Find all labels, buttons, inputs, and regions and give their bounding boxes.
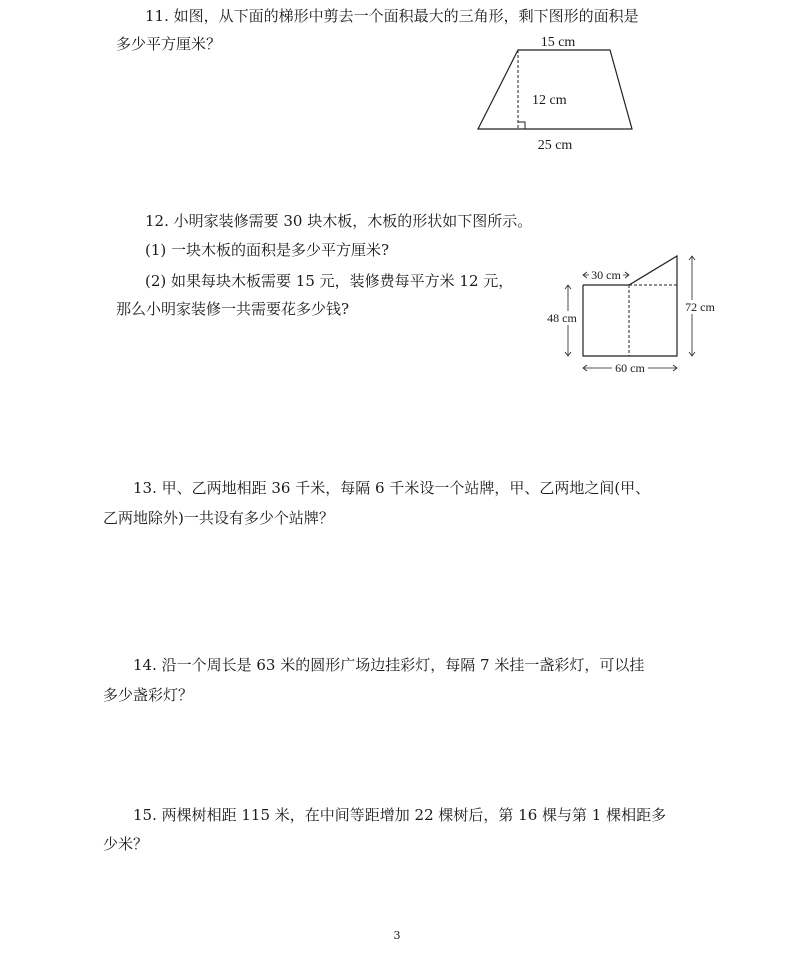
- q12-text-line4: 那么小明家装修一共需要花多少钱?: [116, 300, 350, 318]
- trapezoid-shape: [478, 50, 632, 129]
- q11-text-line1: 11. 如图，从下面的梯形中剪去一个面积最大的三角形，剩下图形的面积是: [145, 7, 639, 25]
- q12-text-line1: 12. 小明家装修需要 30 块木板，木板的形状如下图所示。: [145, 212, 533, 230]
- q13-text-line1: 13. 甲、乙两地相距 36 千米，每隔 6 千米设一个站牌，甲、乙两地之间(甲、: [133, 479, 651, 497]
- trapezoid-height-label: 12 cm: [532, 93, 567, 108]
- q11-trapezoid-figure: [470, 28, 650, 158]
- q15-text-line2: 少米？: [103, 835, 149, 853]
- q11-text-line2: 多少平方厘米？: [116, 35, 222, 53]
- q13-text-line2: 乙两地除外)一共设有多少个站牌？: [103, 509, 334, 527]
- q15-text-line1: 15. 两棵树相距 115 米，在中间等距增加 22 棵树后，第 16 棵与第 1 棵相距多: [133, 806, 667, 824]
- dim-60-label: 60 cm: [615, 361, 645, 375]
- dim-72-label: 72 cm: [685, 300, 715, 314]
- q12-text-line3: (2) 如果每块木板需要 15 元，装修费每平方米 12 元，: [145, 272, 514, 290]
- q12-text-line2: (1) 一块木板的面积是多少平方厘米?: [145, 241, 390, 259]
- dim-30-label: 30 cm: [591, 268, 621, 282]
- q14-text-line1: 14. 沿一个周长是 63 米的圆形广场边挂彩灯，每隔 7 米挂一盏彩灯，可以挂: [133, 656, 645, 674]
- right-angle-mark: [518, 122, 525, 129]
- q14-text-line2: 多少盏彩灯？: [103, 686, 194, 704]
- q12-board-figure: [540, 252, 730, 377]
- trapezoid-bottom-label: 25 cm: [537, 138, 573, 153]
- page-number: 3: [393, 929, 401, 942]
- dim-48-label: 48 cm: [547, 311, 577, 325]
- trapezoid-top-label: 15 cm: [540, 35, 576, 50]
